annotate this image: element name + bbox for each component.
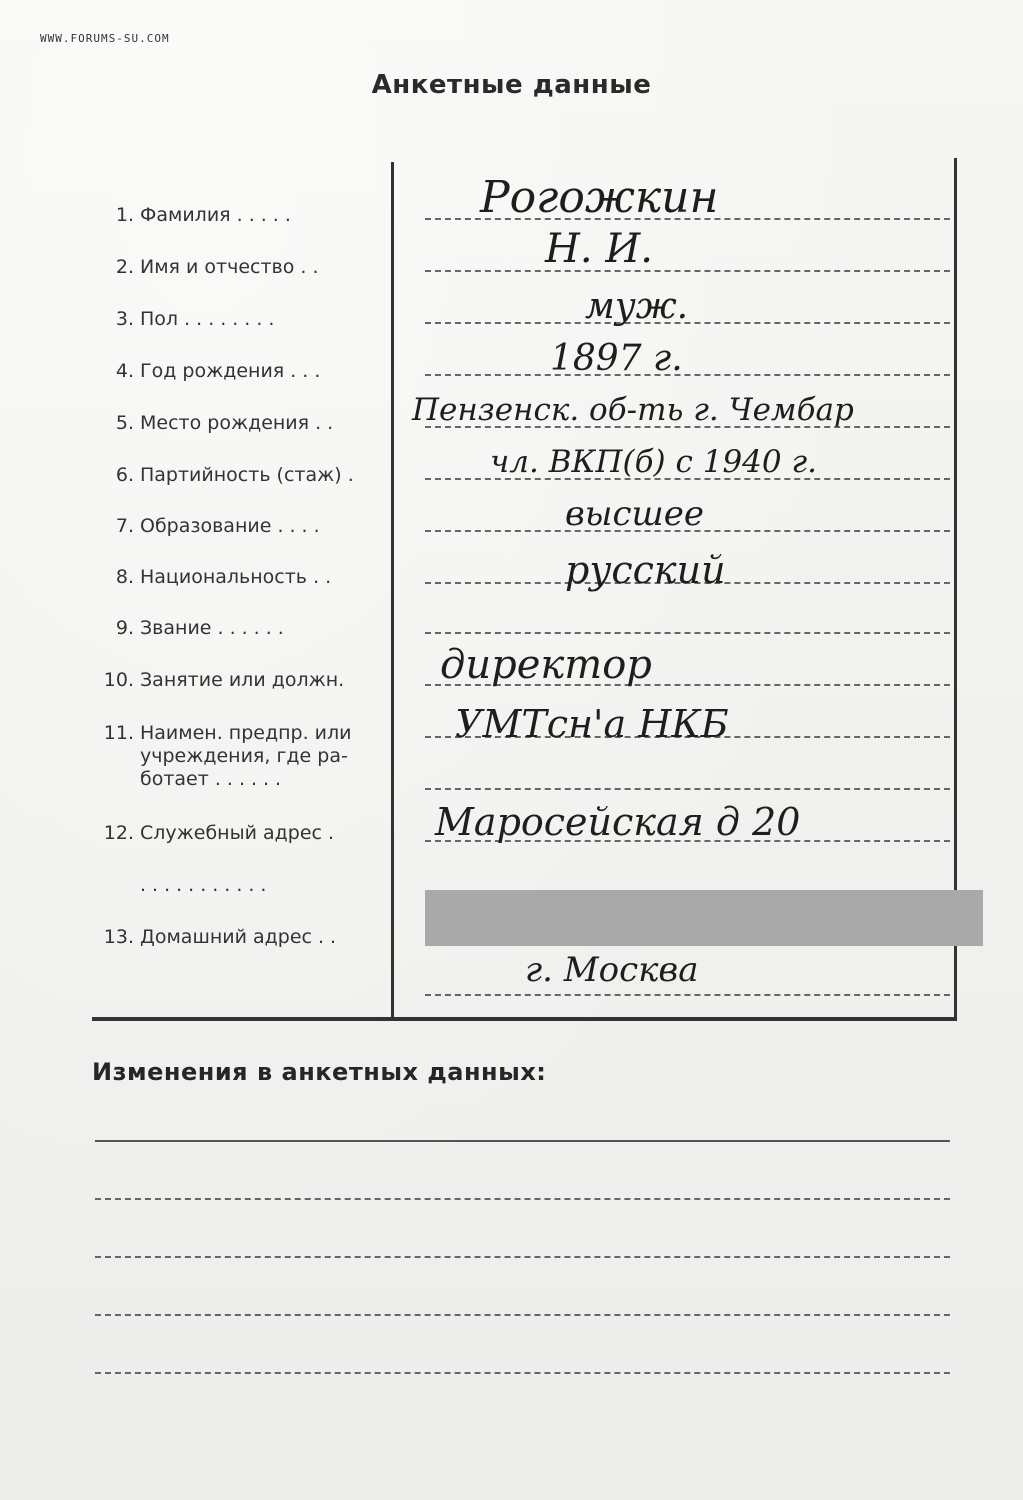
field-label-workplace: 11. Наимен. предпр. или учреждения, где ра- ботает ...... xyxy=(103,722,352,790)
field-value-nationality: русский xyxy=(565,548,726,592)
field-label-birth-year: 4. Год рождения ... xyxy=(115,360,327,382)
field-label-nationality: 8. Национальность .. xyxy=(115,566,338,588)
field-rule xyxy=(425,270,950,272)
field-label-work-address: 12. Служебный адрес . xyxy=(103,822,341,844)
field-value-workplace: УМТсн'а НКБ xyxy=(455,702,729,746)
changes-line xyxy=(95,1372,950,1374)
redaction-box xyxy=(425,890,983,946)
changes-title: Изменения в анкетных данных: xyxy=(92,1058,547,1086)
field-rule xyxy=(425,788,950,790)
field-value-surname: Рогожкин xyxy=(480,172,719,223)
field-rule xyxy=(425,994,950,996)
changes-line xyxy=(95,1140,950,1142)
field-value-education: высшее xyxy=(565,494,704,534)
field-value-occupation: директор xyxy=(440,642,652,688)
field-label-home-address: 13. Домашний адрес .. xyxy=(103,926,343,948)
changes-line xyxy=(95,1198,950,1200)
frame-left-border xyxy=(391,162,394,1020)
field-label-occupation: 10. Занятие или должн. xyxy=(103,669,345,691)
field-label-name: 2. Имя и отчество .. xyxy=(115,256,325,278)
field-label-rank: 9. Звание ...... xyxy=(115,617,290,639)
changes-line xyxy=(95,1256,950,1258)
frame-bottom-border xyxy=(92,1017,957,1021)
field-rule xyxy=(425,632,950,634)
field-value-birthplace: Пензенск. об-ть г. Чембар xyxy=(412,392,854,428)
field-value-party: чл. ВКП(б) с 1940 г. xyxy=(490,444,817,480)
changes-line xyxy=(95,1314,950,1316)
field-rule xyxy=(425,374,950,376)
field-label-sex: 3. Пол ........ xyxy=(115,308,281,330)
field-label-birthplace: 5. Место рождения .. xyxy=(115,412,340,434)
page-title: Анкетные данные xyxy=(371,70,652,100)
watermark: WWW.FORUMS-SU.COM xyxy=(40,32,170,45)
field-value-work-address: Маросейская д 20 xyxy=(435,800,801,844)
field-label-party: 6. Партийность (стаж) . xyxy=(115,464,360,486)
field-label-spacer: ........... xyxy=(140,874,273,896)
field-value-sex: муж. xyxy=(585,286,689,327)
field-value-birth-year: 1897 г. xyxy=(550,338,683,379)
field-value-name: Н. И. xyxy=(545,226,653,272)
field-label-education: 7. Образование .... xyxy=(115,515,326,537)
field-label-surname: 1. Фамилия ..... xyxy=(115,204,297,226)
field-value-home-address: г. Москва xyxy=(525,950,699,990)
